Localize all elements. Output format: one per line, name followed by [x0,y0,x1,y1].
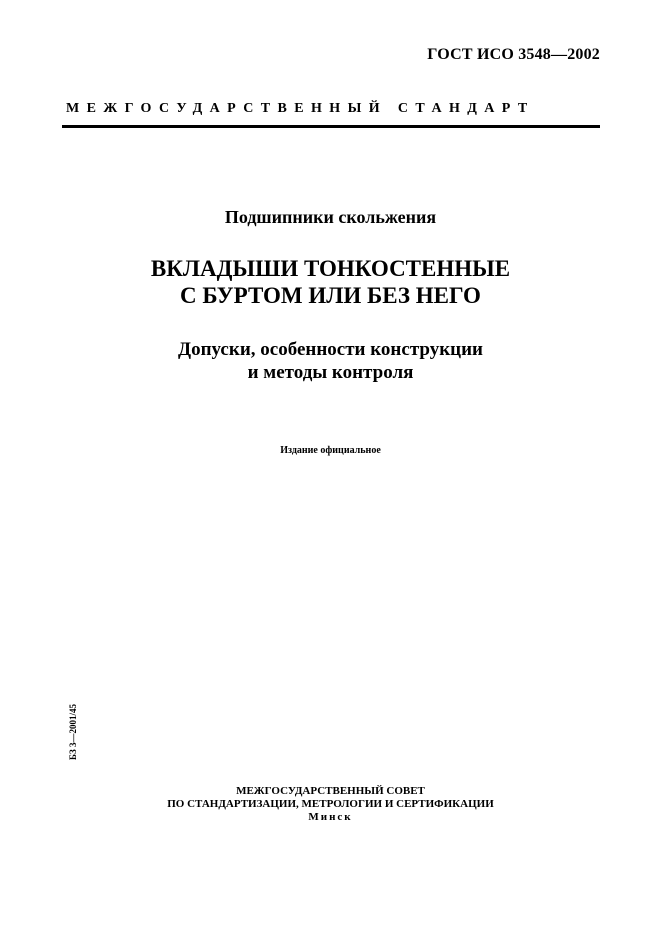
side-registration-code: БЗ 3—2001/45 [68,704,78,760]
main-title-line: ВКЛАДЫШИ ТОНКОСТЕННЫЕ [150,256,511,281]
document-code: ГОСТ ИСО 3548—2002 [427,46,600,63]
standard-type-label: МЕЖГОСУДАРСТВЕННЫЙ СТАНДАРТ [66,101,535,116]
header-divider [62,125,600,128]
edition-note: Издание официальное [280,445,381,456]
sub-title [0,338,661,384]
publisher-block [0,785,661,824]
sub-title-line: Допуски, особенности конструкции [178,339,483,360]
publisher-city: Минск [308,811,353,823]
main-title-line: С БУРТОМ ИЛИ БЕЗ НЕГО [180,283,481,308]
publisher-line: ПО СТАНДАРТИЗАЦИИ, МЕТРОЛОГИИ И СЕРТИФИКАЦИИ [167,798,494,810]
document-subject: Подшипники скольжения [224,207,437,227]
publisher-line: МЕЖГОСУДАРСТВЕННЫЙ СОВЕТ [236,785,425,797]
sub-title-line: и методы контроля [247,362,414,383]
main-title [0,255,661,309]
